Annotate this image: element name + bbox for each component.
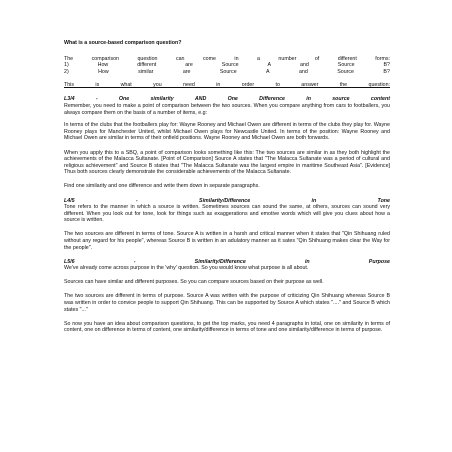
l45-section	[64, 198, 390, 224]
form-2: 2) How similar are Source A and Source B?	[64, 68, 390, 75]
l34-text: Remember, you need to make a point of comparison between the two sources. When you compare anything from cars to footballers, you always compare them on the basis of a number of items, e.g:	[64, 103, 390, 116]
l45-heading: L4/5 - Similarity/Difference in Tone	[64, 197, 390, 204]
l56-text-2: Sources can have similar and different purposes. So you can compare sources based on their purpose as well.	[64, 279, 324, 286]
intro-lead: The comparison question can come in a number of different forms:	[64, 55, 390, 62]
l34-sbq: When you apply this to a SBQ, a point of comparison looks something like this: The two sources are similar in as they both highlight the achievements of the Malacca Sultanate. [Point of Comparison] Source A states that "The Malacca Sultanate was a period of cultural and religious achievement" and Source B states that "The Malacca Sultanate was the largest empire in maritime Southeast Asia". [Evidence] Thus both sources clearly demonstrate the considerable achievements of the Malacca Sultanate.	[64, 149, 390, 176]
l56-example: The two sources are different in terms of purpose. Source A was written with the purpose of criticizing Qin Shihuang whereas Source B was written in order to convice people to support Qin Shihuang. This can be supported by Source A which states "...." and Source B which states "..."	[64, 293, 390, 313]
need-line: This is what you need in order to answer the question:	[64, 82, 390, 89]
l34-example: In terms of the clubs that the footballers play for: Wayne Rooney and Michael Owen are different in terms of the clubs they play for. Wayne Rooney plays for Manchester United, whilst Michael Owen plays for Newcastle United. In terms of the position: Wayne Rooney and Michael Owen are similar in terms of their onfield positions. Wayne Rooney and Michael Owen are both forwards.	[64, 122, 390, 142]
l34-section	[64, 96, 390, 116]
l45-example: The two sources are different in terms of tone. Source A is written in a harsh and critical manner when it states that "Qin Shihuang ruled without any regard for his people", whereas Source B is written in an adulatory manner as it sates "Qin Shihuang makes clear the Way for the people".	[64, 231, 390, 251]
intro-paragraph	[64, 56, 390, 76]
l56-heading: L5/6 - Similarity/Difference in Purpose	[64, 258, 390, 265]
l56-text: We've already come across purpose in the 'why' question. So you would know what purpose is all about.	[64, 265, 309, 272]
l34-find: Find one similarity and one difference and write them down in separate paragraphs.	[64, 183, 260, 190]
form-1: 1) How different are Source A and Source B?	[64, 62, 390, 69]
l34-heading: L3/4 - One similarity AND One Difference in source content	[64, 96, 390, 103]
l45-text: Tone refers to the manner in which a source is written. Sometimes sources can sound the same, at others, sources can sound very different. When you look out for tone, look for things such as exaggerations and emotive words which will give you clues about how a source is written.	[64, 204, 390, 224]
l56-section	[64, 259, 390, 272]
page-title: What is a source-based comparison question?	[64, 40, 182, 46]
closing-paragraph: So now you have an idea about comparison questions, to get the top marks, you need 4 paragraphs in total, one on similarity in terms of content, one on difference in terms of content, one similarity/difference in terms of tone and one similarity/difference in terms of purpose.	[64, 320, 390, 334]
